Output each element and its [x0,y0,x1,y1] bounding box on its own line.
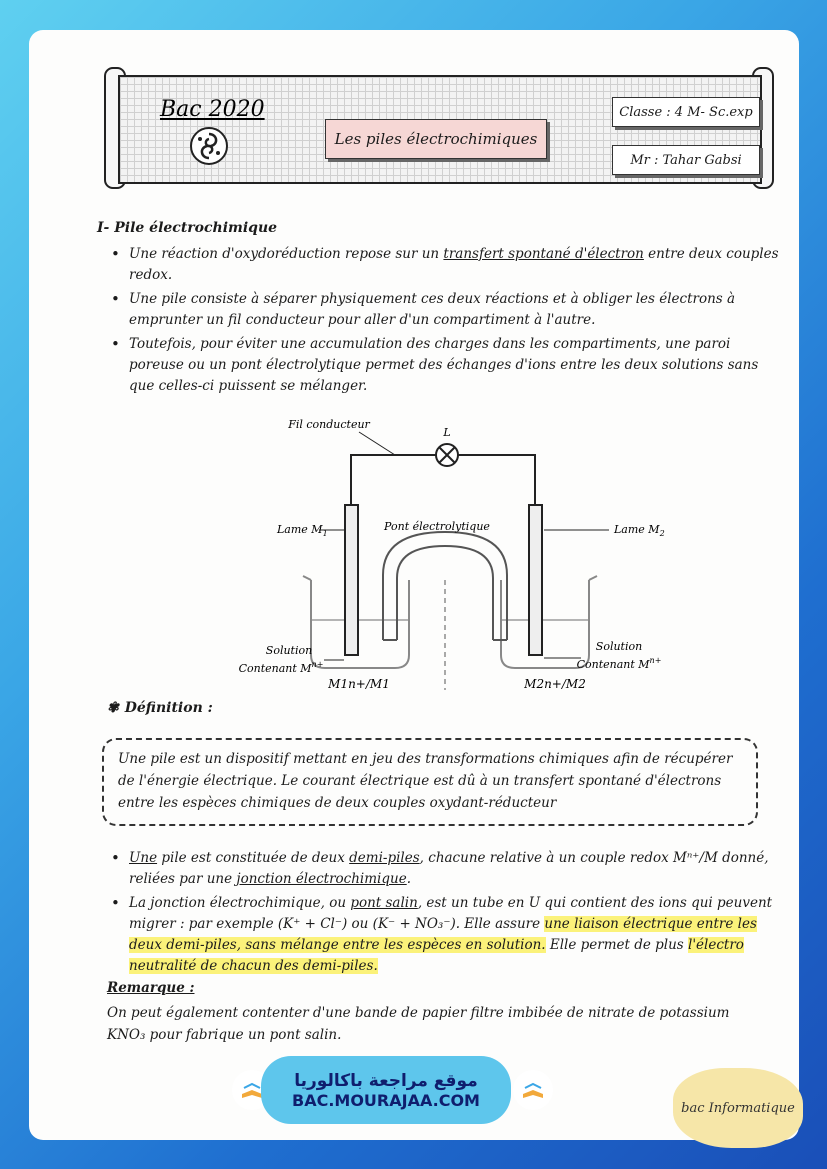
left-solution-label-1: Solution [265,644,313,657]
footer-arabic-title: موقع مراجعة باكالوريا [294,1070,478,1091]
bullet-text: Une réaction d'oxydoréduction repose sur un [129,246,444,262]
left-beaker [311,580,409,668]
footer-banner[interactable] [261,1056,511,1124]
section-title: I- Pile électrochimique [97,220,278,236]
remarque-title: Remarque : [107,980,195,996]
left-plate [345,505,358,655]
right-beaker [501,580,589,668]
definition-title-text: Définition : [124,700,213,716]
section2-bullets [107,848,787,980]
footer-url[interactable]: BAC.MOURAJAA.COM [292,1090,480,1110]
highlighted-text: l'électro neutralité de chacun des demi-piles. [129,937,744,974]
left-beaker-lip [303,576,311,580]
right-beaker-lip [589,576,597,580]
header-scroll [104,65,774,190]
bridge-label: Pont électrolytique [384,520,490,533]
right-couple-label: M2n+/M2 [524,677,586,690]
left-couple-label: M1n+/M1 [328,677,390,690]
list-item: • Toutefois, pour éviter une accumulation des charges dans les compartiments, une paroi poreuse ou un pont électrolytique permet des échanges d'ions entre les deux solutions sans que celles-ci puissent se mélanger. [107,334,787,397]
highlighted-text: une liaison électrique entre les deux demi-piles, sans mélange entre les espèces en solution. [129,916,757,953]
right-plate [529,505,542,655]
right-solution-label-2: Contenant $M^{n+}$ [576,656,662,671]
class-label: Classe : 4 M- Sc.exp [612,97,760,127]
right-solution-label-1: Solution [595,640,643,653]
teacher-label: Mr : Tahar Gabsi [612,145,760,175]
swirl-logo-icon [190,127,228,165]
section1-bullets [107,244,787,400]
list-item [107,848,787,890]
bullet-emphasis: jonction électrochimique [236,871,407,887]
bullet-emphasis: demi-piles [349,850,420,866]
electrochemical-cell-diagram [199,410,679,690]
document-page [29,30,799,1140]
wire-right [455,455,535,505]
bullet-text: La jonction électrochimique, ou [129,895,351,911]
wire-label-pointer [359,432,395,455]
bullet-emphasis: pont salin [350,895,418,911]
bullet-text: pile est constituée de deux [157,850,350,866]
remarque-text: On peut également contenter d'une bande de papier filtre imbibée de nitrate de potassium KNO₃ pour fabrique un pont salin. [107,1005,730,1043]
document-title: Les piles électrochimiques [325,119,547,159]
bullet-emphasis: transfert spontané d'électron [443,246,644,262]
flower-icon: ✾ [107,700,119,716]
bac-informatique-badge: bac Informatique [673,1068,803,1148]
bullet-emphasis: Une [129,850,158,866]
scroll-body [118,75,762,184]
bullet-text: entre deux couples redox. [129,246,779,283]
bac-title: Bac 2020 [160,97,265,122]
left-solution-label-2: Contenant $M^{n+}$ [238,660,324,675]
list-item [107,244,787,286]
lamp-icon [436,444,458,466]
salt-bridge-outer [383,532,507,640]
left-plate-label: Lame $M_1$ [277,523,328,538]
bullet-text: , est un tube en U qui contient des ions qui peuvent migrer : par exemple (K⁺ + Cl⁻) ou (K⁻ + NO₃⁻). Elle assure [129,895,773,932]
wire-label: Fil conducteur [288,418,370,431]
bullet-text: Elle permet de plus [545,937,689,953]
bullet-text: . [406,871,411,887]
definition-title [107,700,213,716]
lamp-label: L [443,426,451,439]
wire-left [351,455,439,505]
right-plate-label: Lame $M_2$ [614,523,665,538]
bullet-text: , chacune relative à un couple redox Mⁿ⁺/M donné, reliées par une [129,850,769,887]
list-item: • Une pile consiste à séparer physiquement ces deux réactions et à obliger les électrons à emprunter un fil conducteur pour aller d'un compartiment à l'autre. [107,289,787,331]
book-logo-icon [513,1070,553,1110]
definition-box: Une pile est un dispositif mettant en jeu des transformations chimiques afin de récupérer de l'énergie électrique. Le courant électrique est dû à un transfert spontané d'électrons entre les espèces chimiques de deux couples oxydant-réducteur [102,738,758,826]
list-item [107,893,787,977]
